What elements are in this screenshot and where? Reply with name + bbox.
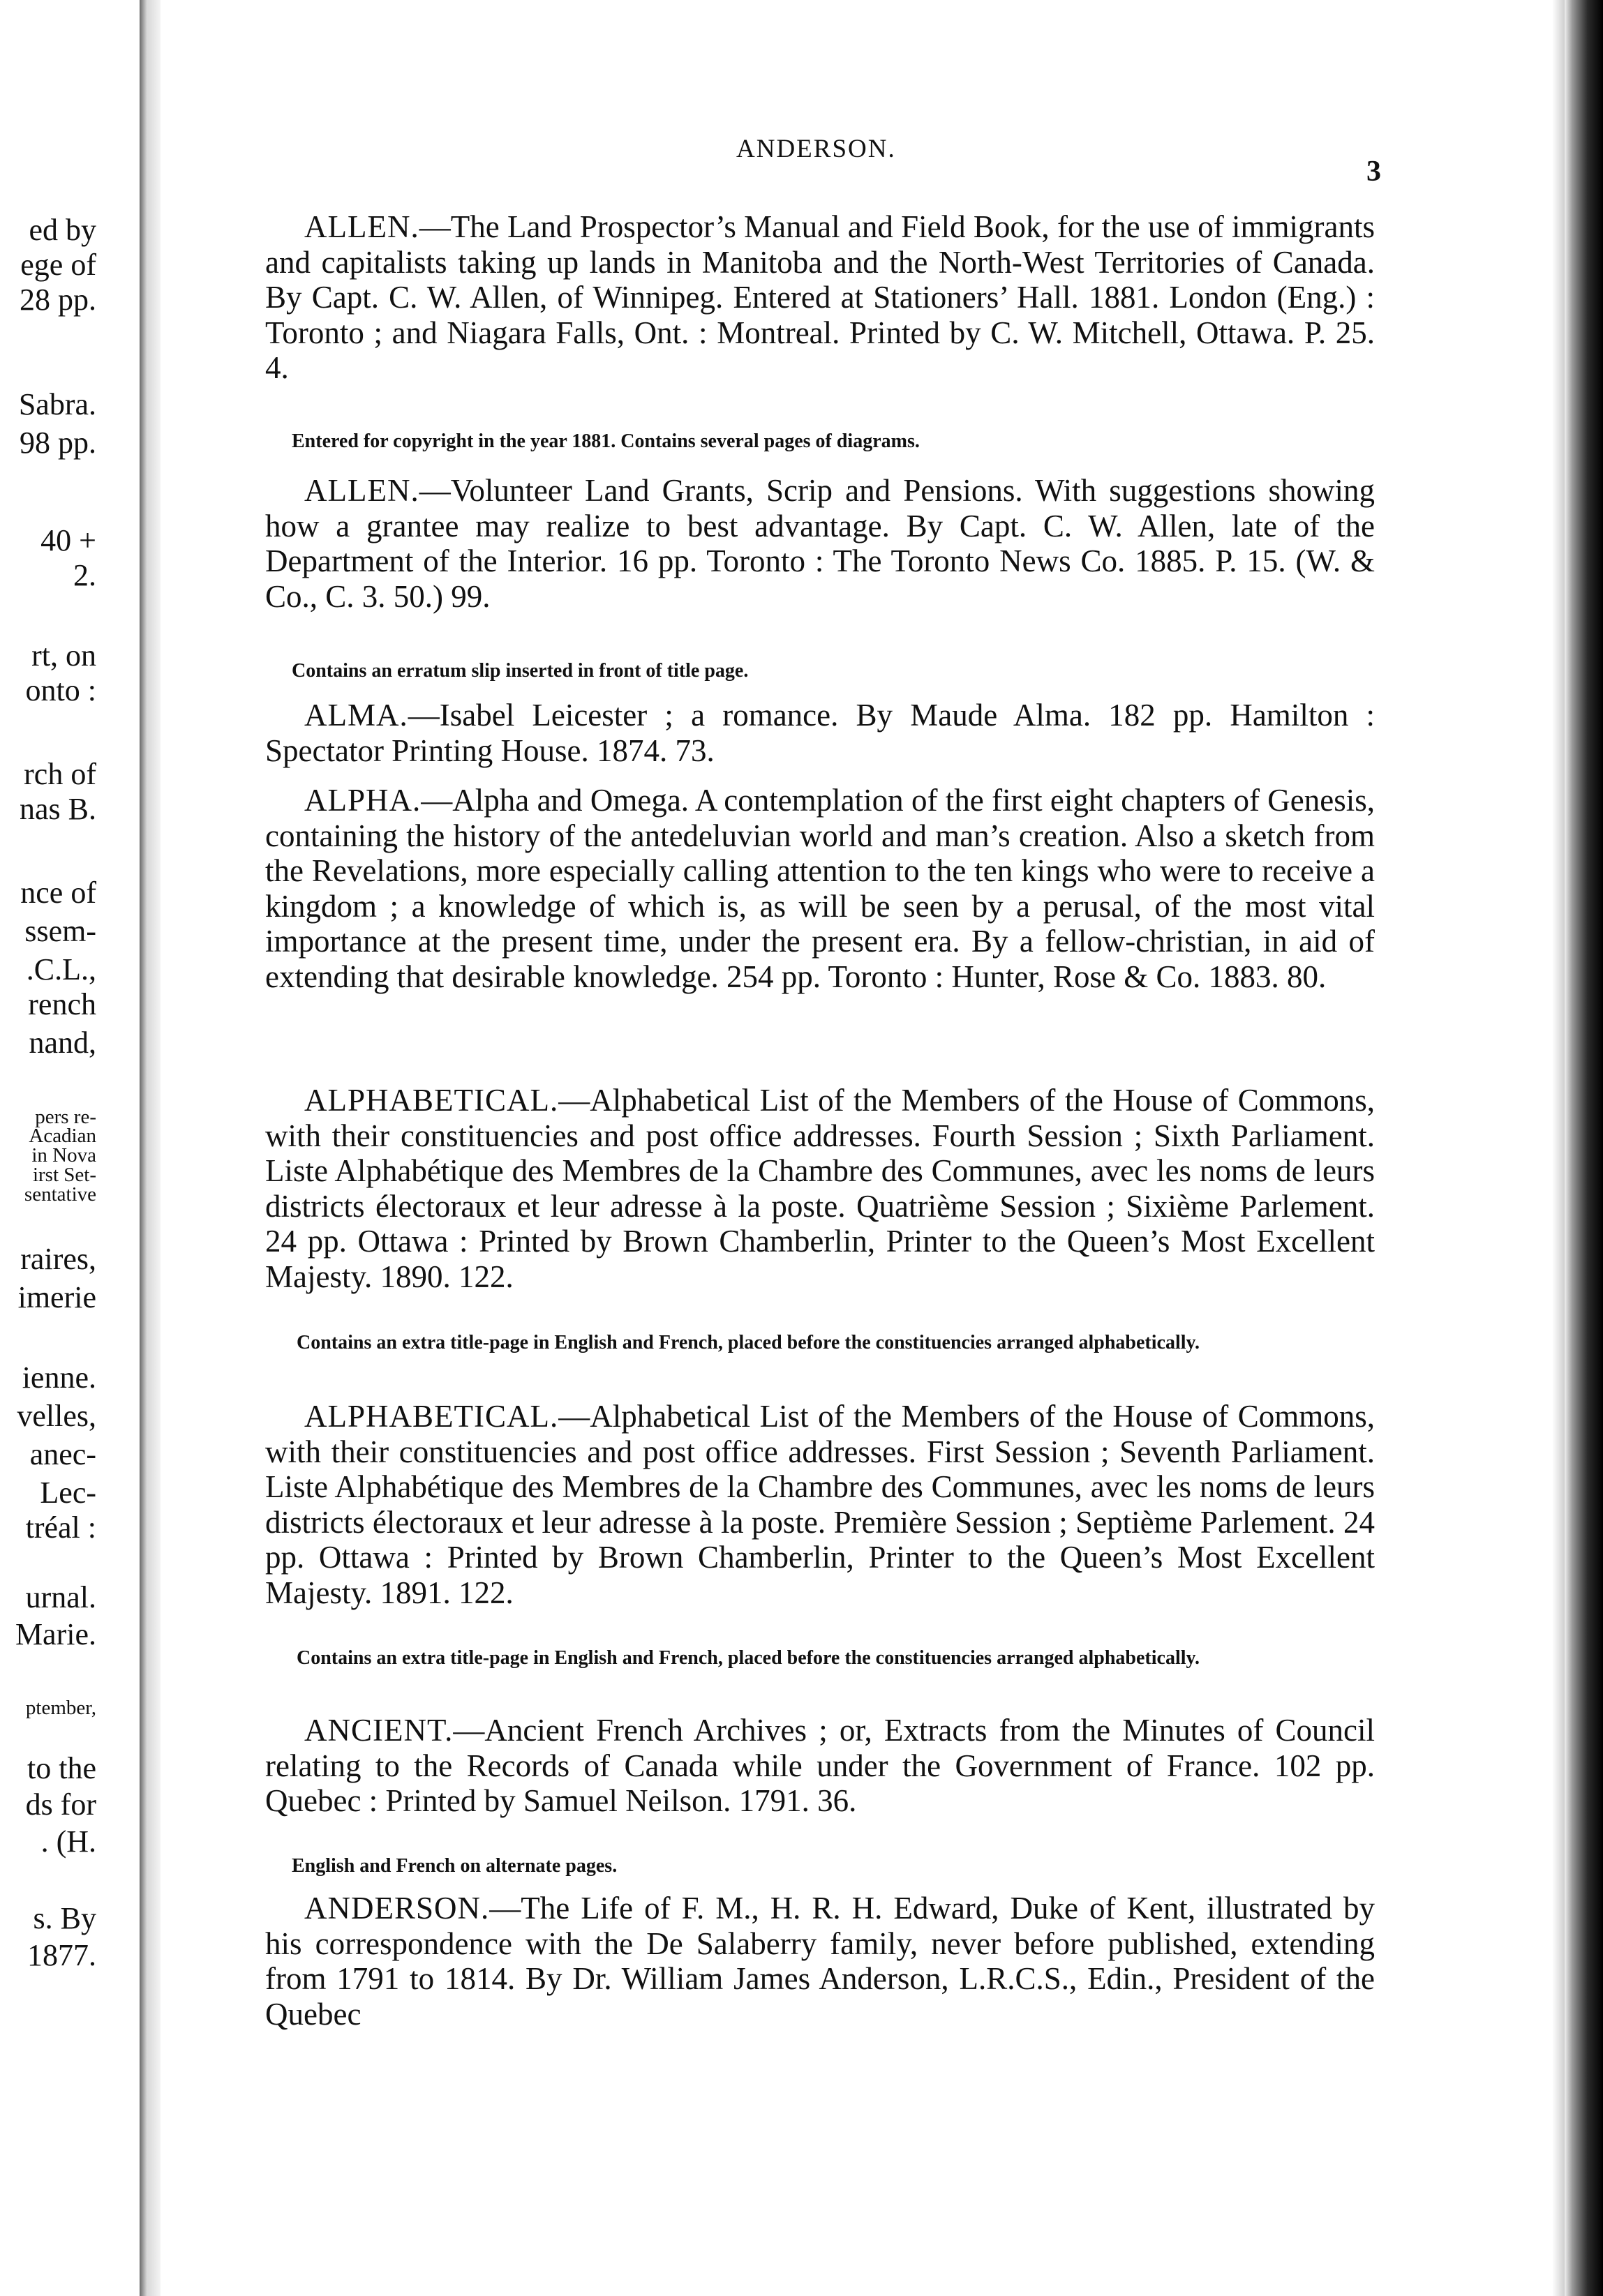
left-fragment-line: 2. [73,558,96,592]
running-header: ANDERSON. [736,135,896,163]
left-fragment-line: 1877. [27,1938,96,1972]
left-fragment-line: imerie [17,1280,96,1314]
left-fragment-line: Sabra. [18,387,96,421]
left-fragment-line: 28 pp. [20,283,96,317]
entry-allen-volunteer-land-grants [265,473,1375,614]
left-fragment-line: urnal. [25,1580,96,1614]
entry-text: —The Life of F. M., H. R. H. Edward, Duke of Kent, illustrated by his correspondence with the De Salaberry family, never before published, extending from 1791 to 1814. By Dr. William James Anderson, L.R.C.S., Edin., President of the Quebec [265,1891,1375,2032]
left-fragment-line: ds for [25,1787,96,1822]
scan-border-right [1565,0,1603,2296]
entry-text: —Ancient French Archives ; or, Extracts from the Minutes of Council relating to the Records of Canada while under the Government of France. 102 pp. Quebec : Printed by Samuel Neilson. 1791. 36. [265,1713,1375,1818]
left-fragment-line: Lec- [40,1476,96,1510]
book-gutter [140,0,161,2296]
entry-note: English and French on alternate pages. [292,1855,618,1877]
entry-ancient [265,1713,1375,1819]
entry-heading: ALLEN. [304,209,419,244]
entry-heading: ALMA. [304,698,408,733]
entry-text: —Alphabetical List of the Members of the House of Commons, with their constituencies and post office addresses. Fourth Session ; Sixth Parliament. Liste Alphabétique des Membres de la Chambre des Communes, avec les noms de leurs districts électoraux et leur adresse à la poste. Quatrième Session ; Sixième Parlement. 24 pp. Ottawa : Printed by Brown Chamberlin, Printer to the Queen’s Most Excellent Majesty. 1890. 122. [265,1083,1375,1294]
entry-text: —Alphabetical List of the Members of the House of Commons, with their constituencies and post office addresses. First Session ; Seventh Parliament. Liste Alphabétique des Membres de la Chambre des Communes, avec les noms de leurs districts électoraux et leur adresse à la poste. Première Session ; Septième Parlement. 24 pp. Ottawa : Printed by Brown Chamberlin, Printer to the Queen’s Most Excellent Majesty. 1891. 122. [265,1399,1375,1610]
left-fragment-line: .C.L., [26,952,96,986]
left-fragment-line: in Nova [31,1144,96,1166]
left-fragment-line: to the [27,1751,96,1785]
left-fragment-line: rench [28,987,96,1021]
entry-text: —The Land Prospector’s Manual and Field Book, for the use of immigrants and capitalists taking up lands in Manitoba and the North-West Territories of Canada. By Capt. C. W. Allen, of Winnipeg. Entered at Stationers’ Hall. 1881. London (Eng.) : Toronto ; and Niagara Falls, Ont. : Montreal. Printed by C. W. Mitchell, Ottawa. P. 25. 4. [265,209,1375,385]
left-fragment-line: 98 pp. [20,426,96,460]
left-fragment-line: . (H. [40,1824,96,1859]
entry-heading: ANDERSON. [304,1891,490,1926]
entry-note: Entered for copyright in the year 1881. Contains several pages of diagrams. [292,430,920,452]
left-fragment-line: ptember, [25,1697,96,1719]
left-fragment-line: rch of [24,757,96,791]
left-fragment-line: nas B. [20,792,96,826]
page-number: 3 [1366,156,1381,188]
left-fragment-line: s. By [33,1901,96,1935]
entry-heading: ANCIENT. [304,1713,454,1748]
entry-text: —Alpha and Omega. A contemplation of the first eight chapters of Genesis, containing the history of the antedeluvian world and man’s creation. Also a sketch from the Revelations, more especially calling attention to the ten kings who were to receive a kingdom ; a knowledge of which is, as will be seen by a perusal, of the most vital importance at the present time, under the present era. By a fellow-christian, in aid of extending that desirable knowledge. 254 pp. Toronto : Hunter, Rose & Co. 1883. 80. [265,783,1375,994]
left-fragment-line: onto : [25,673,96,707]
entry-heading: ALPHABETICAL. [304,1083,559,1118]
entry-alpha [265,783,1375,994]
left-fragment-line: ienne. [22,1360,96,1395]
entry-text: —Isabel Leicester ; a romance. By Maude Alma. 182 pp. Hamilton : Spectator Printing House. 1874. 73. [265,698,1375,768]
left-fragment-line: anec- [29,1437,96,1471]
entry-heading: ALLEN. [304,473,419,508]
entry-heading: ALPHA. [304,783,422,818]
left-fragment-line: ege of [20,248,96,282]
left-fragment-line: Marie. [15,1617,96,1651]
left-fragment-line: nand, [29,1026,96,1060]
entry-note: Contains an erratum slip inserted in front of title page. [292,660,749,682]
entry-anderson [265,1891,1375,2032]
left-fragment-line: irst Set- [32,1164,96,1186]
entry-allen-land-prospector [265,209,1375,386]
left-fragment-line: ed by [29,213,96,247]
entry-alphabetical-1891 [265,1399,1375,1610]
left-fragment-line: 40 + [40,523,96,557]
entry-note: Contains an extra title-page in English and French, placed before the constituencies arranged alphabetically. [297,1647,1200,1669]
page-edge-shadow [1552,0,1565,2296]
left-fragment-line: sentative [24,1183,96,1206]
left-fragment-line: Acadian [29,1125,96,1147]
left-page-fragment [0,0,138,2296]
entry-note: Contains an extra title-page in English and French, placed before the constituencies arranged alphabetically. [297,1332,1200,1353]
entry-alma [265,698,1375,768]
left-fragment-line: pers re- [35,1106,96,1128]
left-fragment-line: tréal : [25,1510,96,1545]
left-fragment-line: nce of [20,876,96,910]
entry-heading: ALPHABETICAL. [304,1399,559,1434]
left-fragment-line: raires, [20,1242,96,1276]
left-fragment-line: velles, [17,1399,96,1433]
left-fragment-line: rt, on [31,638,96,673]
entry-alphabetical-1890 [265,1083,1375,1294]
left-fragment-line: ssem- [24,914,96,948]
entry-text: —Volunteer Land Grants, Scrip and Pensions. With suggestions showing how a grantee may realize to best advantage. By Capt. C. W. Allen, late of the Department of the Interior. 16 pp. Toronto : The Toronto News Co. 1885. P. 15. (W. & Co., C. 3. 50.) 99. [265,473,1375,614]
